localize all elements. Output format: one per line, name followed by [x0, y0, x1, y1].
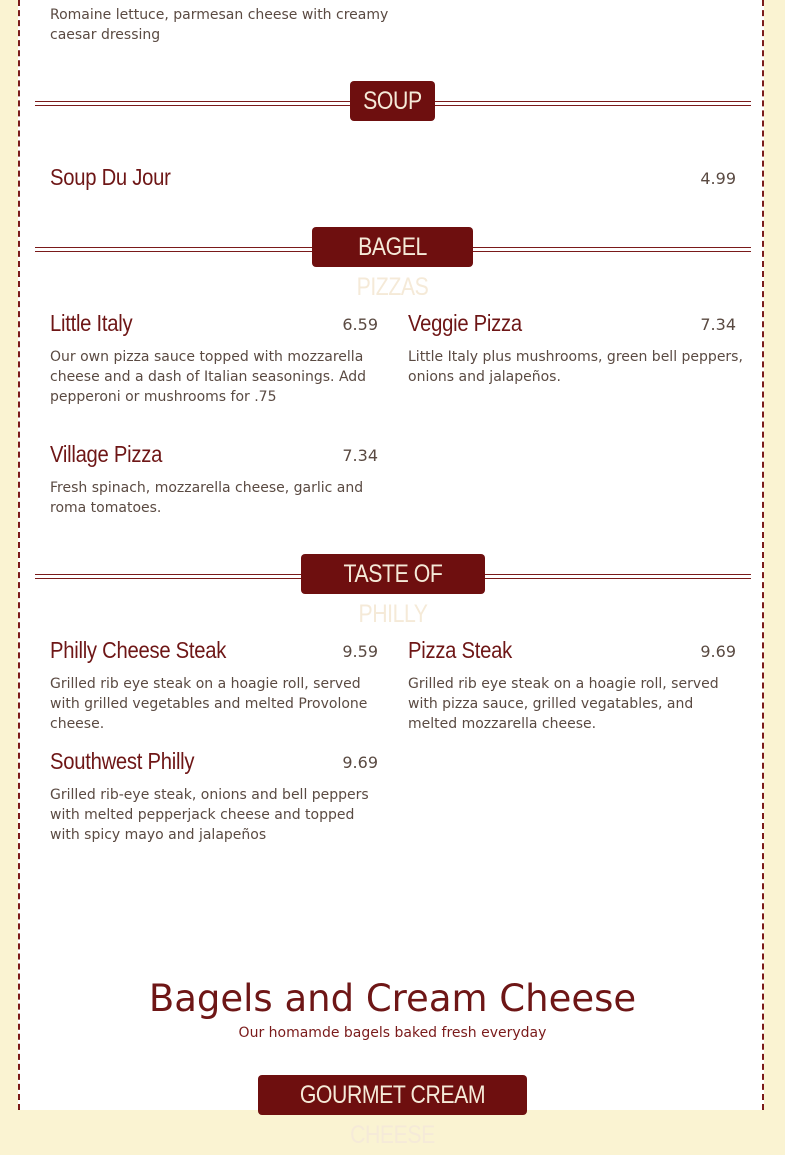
item-description-philly-cheese-steak: Grilled rib eye steak on a hoagie roll, served with grilled vegetables and melted Provolone cheese. — [50, 676, 368, 732]
item-name-pizza-steak: Pizza Steak — [408, 637, 512, 663]
item-name-philly-cheese-steak: Philly Cheese Steak — [50, 637, 227, 663]
section-title-taste-of-philly: TASTE OF PHILLY — [301, 554, 485, 594]
item-price-pizza-steak: 9.69 — [700, 642, 736, 661]
category-subtitle-bagels: Our homamde bagels baked fresh everyday — [238, 1025, 547, 1041]
item-description-village-pizza: Fresh spinach, mozzarella cheese, garlic and roma tomatoes. — [50, 480, 364, 516]
section-title-bagel-pizzas: BAGEL PIZZAS — [312, 227, 473, 267]
category-title-bagels: Bagels and Cream Cheese — [148, 977, 637, 1020]
item-name-soup-du-jour: Soup Du Jour — [50, 164, 171, 190]
item-name-southwest-philly: Southwest Philly — [50, 748, 195, 774]
item-price-little-italy: 6.59 — [342, 315, 378, 334]
item-price-southwest-philly: 9.69 — [342, 753, 378, 772]
item-price-veggie-pizza: 7.34 — [700, 315, 736, 334]
item-name-veggie-pizza: Veggie Pizza — [408, 310, 522, 336]
section-title-soup: SOUP — [350, 81, 435, 121]
item-price-soup-du-jour: 4.99 — [700, 169, 736, 188]
item-description-little-italy: Our own pizza sauce topped with mozzarella cheese and a dash of Italian seasonings. Add pepperoni or mushrooms for .75 — [50, 349, 367, 405]
item-price-philly-cheese-steak: 9.59 — [342, 642, 378, 661]
item-description-southwest-philly: Grilled rib-eye steak, onions and bell peppers with melted pepperjack cheese and topped with spicy mayo and jalapeños — [50, 787, 369, 843]
item-description-pizza-steak: Grilled rib eye steak on a hoagie roll, served with pizza sauce, grilled vegatables, and melted mozzarella cheese. — [408, 676, 719, 732]
item-description-caesar: Romaine lettuce, parmesan cheese with creamy caesar dressing — [50, 7, 389, 43]
item-price-village-pizza: 7.34 — [342, 446, 378, 465]
item-name-little-italy: Little Italy — [50, 310, 133, 336]
section-title-gourmet-cream-cheese: GOURMET CREAM CHEESE — [258, 1075, 527, 1115]
item-description-veggie-pizza: Little Italy plus mushrooms, green bell peppers, onions and jalapeños. — [408, 349, 743, 385]
item-name-village-pizza: Village Pizza — [50, 441, 163, 467]
